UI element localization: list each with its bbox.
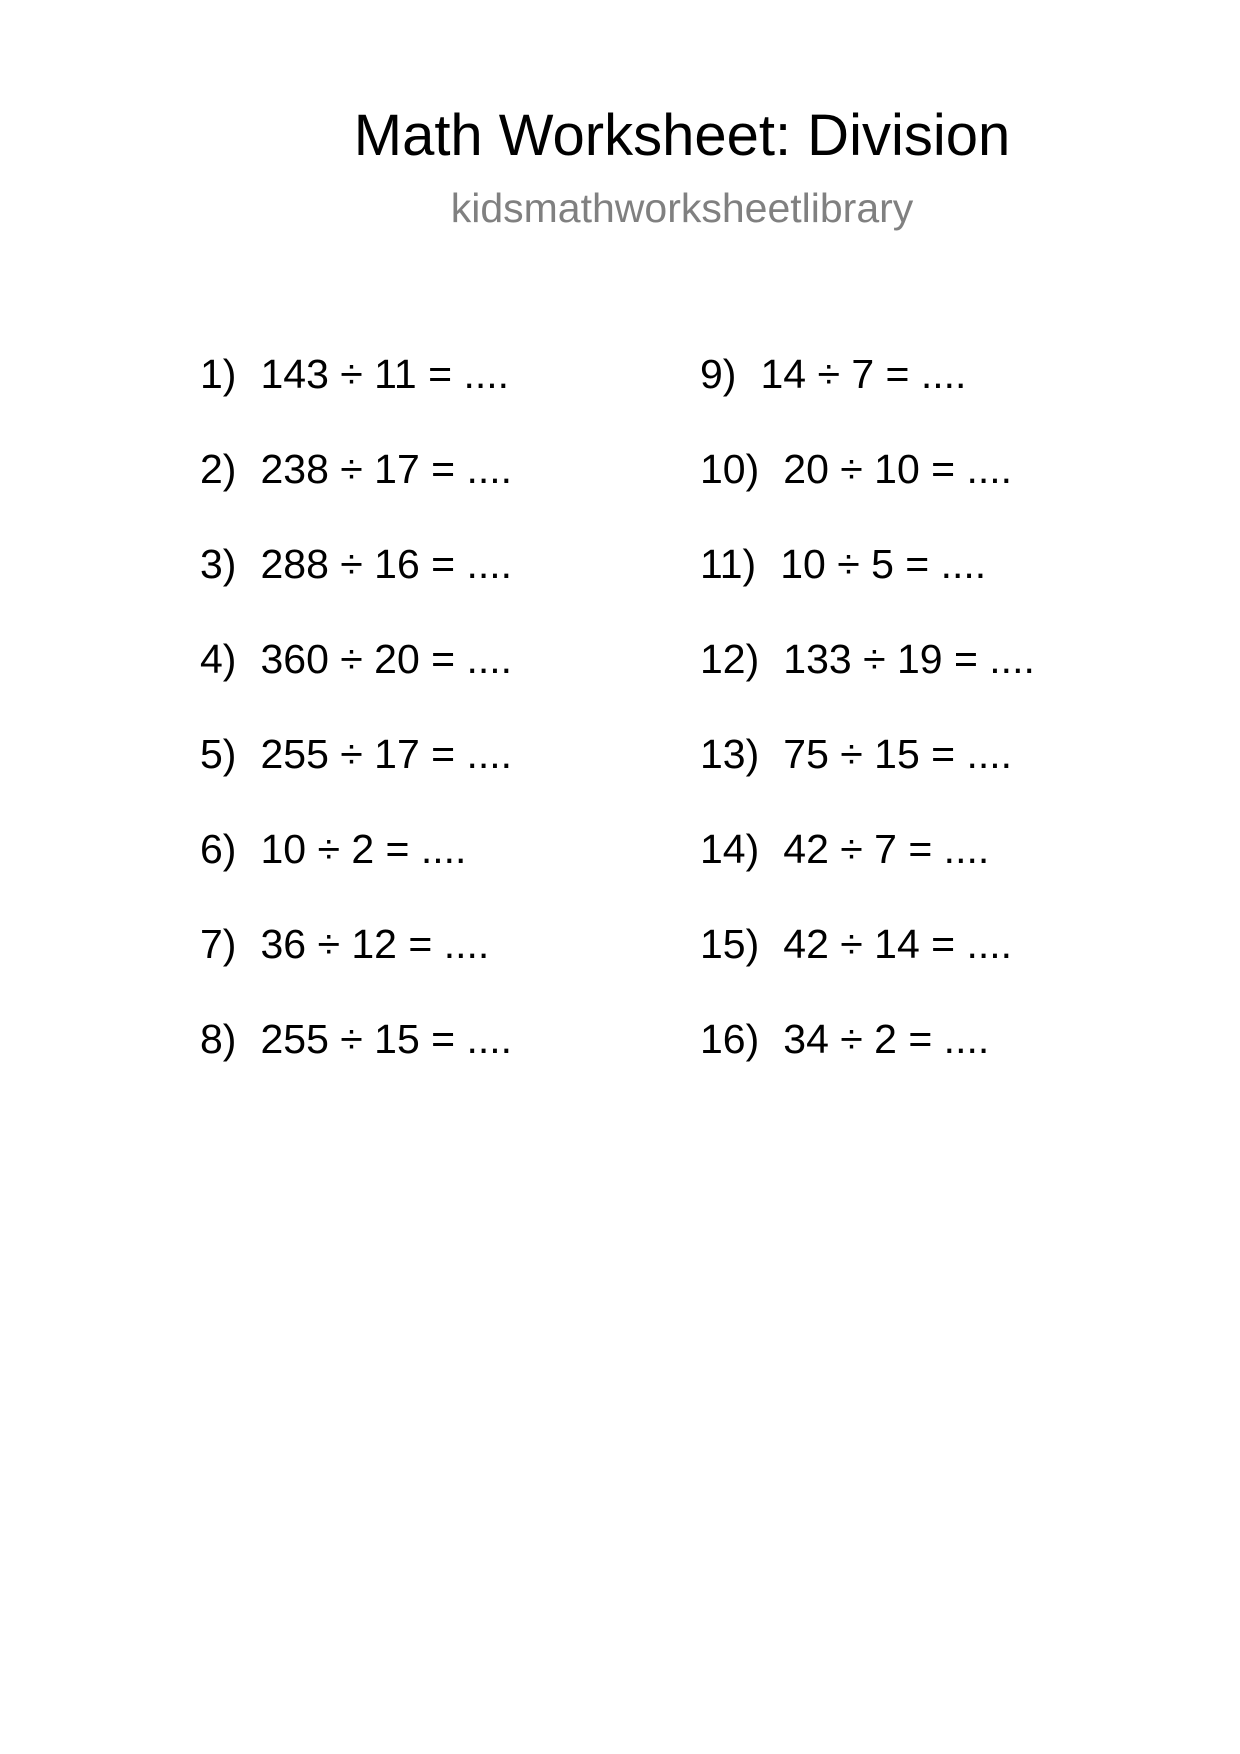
problem-item xyxy=(200,723,512,818)
problem-grid xyxy=(0,343,1240,1103)
problem-number: 13) xyxy=(700,731,760,777)
problem-item xyxy=(700,628,1035,723)
problem-item xyxy=(200,913,512,1008)
problem-number: 9) xyxy=(700,351,737,397)
problem-number: 15) xyxy=(700,921,760,967)
problem-expression: 238 ÷ 17 = .... xyxy=(260,446,513,492)
problem-expression: 20 ÷ 10 = .... xyxy=(783,446,1013,492)
problem-expression: 42 ÷ 7 = .... xyxy=(783,826,990,872)
problem-number: 3) xyxy=(200,541,237,587)
problem-expression: 10 ÷ 5 = .... xyxy=(780,541,987,587)
problem-item xyxy=(200,343,512,438)
problem-number: 5) xyxy=(200,731,237,777)
problem-expression: 255 ÷ 17 = .... xyxy=(260,731,513,777)
problem-number: 8) xyxy=(200,1016,237,1062)
problem-item xyxy=(200,438,512,533)
problem-item xyxy=(700,343,1035,438)
problem-item xyxy=(200,628,512,723)
problem-item xyxy=(700,1008,1035,1103)
problem-expression: 133 ÷ 19 = .... xyxy=(783,636,1035,682)
problem-column-left xyxy=(200,343,512,1103)
problem-column-right xyxy=(700,343,1035,1103)
problem-number: 14) xyxy=(700,826,760,872)
problem-expression: 34 ÷ 2 = .... xyxy=(783,1016,990,1062)
problem-expression: 36 ÷ 12 = .... xyxy=(260,921,490,967)
problem-expression: 143 ÷ 11 = .... xyxy=(260,351,510,397)
problem-expression: 255 ÷ 15 = .... xyxy=(260,1016,513,1062)
problem-item xyxy=(700,818,1035,913)
problem-expression: 42 ÷ 14 = .... xyxy=(783,921,1013,967)
problem-number: 7) xyxy=(200,921,237,967)
problem-item xyxy=(700,533,1035,628)
problem-number: 10) xyxy=(700,446,760,492)
problem-item xyxy=(200,1008,512,1103)
problem-number: 2) xyxy=(200,446,237,492)
problem-item xyxy=(200,818,512,913)
problem-item xyxy=(200,533,512,628)
problem-item xyxy=(700,723,1035,818)
problem-expression: 75 ÷ 15 = .... xyxy=(783,731,1013,777)
problem-number: 16) xyxy=(700,1016,760,1062)
page-subtitle: kidsmathworksheetlibrary xyxy=(450,185,914,231)
problem-expression: 288 ÷ 16 = .... xyxy=(260,541,513,587)
problem-expression: 360 ÷ 20 = .... xyxy=(260,636,513,682)
problem-number: 11) xyxy=(700,541,757,587)
problem-item xyxy=(700,438,1035,533)
page-title: Math Worksheet: Division xyxy=(353,103,1011,168)
problem-expression: 14 ÷ 7 = .... xyxy=(760,351,967,397)
problem-expression: 10 ÷ 2 = .... xyxy=(260,826,467,872)
problem-number: 6) xyxy=(200,826,237,872)
problem-item xyxy=(700,913,1035,1008)
problem-number: 4) xyxy=(200,636,237,682)
problem-number: 12) xyxy=(700,636,760,682)
problem-number: 1) xyxy=(200,351,237,397)
